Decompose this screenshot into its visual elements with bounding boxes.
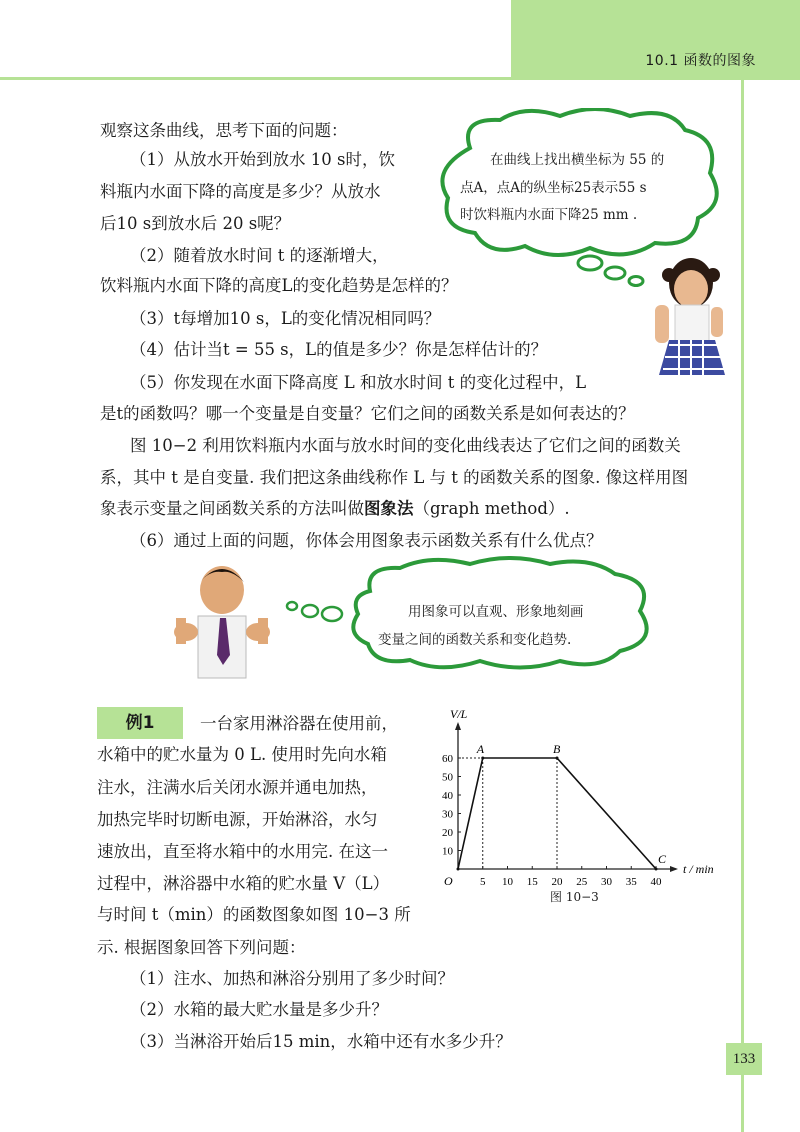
paragraph-2-line-3 (100, 497, 570, 521)
question-4: （4）估计当t = 55 s，L的值是多少？你是怎样估计的？ (130, 340, 548, 359)
y-tick-label: 30 (442, 808, 453, 821)
cloud-1-bubble-1 (578, 256, 602, 270)
y-tick-label: 10 (442, 845, 453, 858)
example-line-2: 水箱中的贮水量为 0 L. 使用时先向水箱 (97, 745, 387, 764)
y-axis-arrow (455, 722, 461, 730)
y-tick-label: 20 (442, 827, 453, 839)
point-label-a: A (476, 742, 485, 756)
point-label-b: B (553, 742, 561, 756)
example-line-3: 注水，注满水后关闭水源并通电加热， (97, 778, 378, 797)
y-tick-label: 40 (442, 790, 453, 802)
x-axis-label: t / min (683, 862, 714, 876)
cloud-2-line-1: 用图象可以直观、形象地刻画 (408, 604, 584, 620)
example-line-6: 过程中，淋浴器中水箱的贮水量 V（L） (97, 874, 390, 893)
question-1-line-3: 后10 s到放水后 20 s呢？ (100, 214, 291, 233)
example-question-2: （2）水箱的最大贮水量是多少升？ (130, 1000, 388, 1019)
example-question-3: （3）当淋浴开始后15 min，水箱中还有水多少升？ (130, 1032, 512, 1051)
data-point (556, 757, 559, 760)
question-2-line-1: （2）随着放水时间 t 的逐渐增大， (130, 246, 389, 265)
data-point (457, 868, 460, 871)
y-tick-label: 50 (442, 771, 453, 784)
graph-method-english: （graph method）. (413, 499, 570, 518)
x-tick-label: 40 (650, 876, 662, 888)
question-6: （6）通过上面的问题，你体会用图象表示函数关系有什么优点？ (130, 531, 603, 550)
example-line-8: 示. 根据图象回答下列问题： (97, 938, 306, 957)
header-rule (0, 77, 800, 80)
data-point (655, 868, 658, 871)
boy-illustration (170, 560, 275, 690)
example-line-4: 加热完毕时切断电源，开始淋浴，水匀 (97, 810, 378, 829)
cloud-2-line-2: 变量之间的函数关系和变化趋势. (378, 632, 572, 648)
example-label: 例1 (97, 707, 183, 739)
example-line-1: 一台家用淋浴器在使用前， (200, 714, 398, 733)
x-tick-label: 20 (551, 876, 563, 888)
cloud-1-line-1: 在曲线上找出横坐标为 55 的 (490, 152, 665, 168)
paragraph-2-line-2: 系，其中 t 是自变量. 我们把这条曲线称作 L 与 t 的函数关系的图象. 像这样用图 (100, 468, 689, 487)
page-number: 133 (726, 1043, 762, 1075)
example-question-1: （1）注水、加热和淋浴分别用了多少时间？ (130, 969, 454, 988)
data-point (481, 757, 484, 760)
margin-rule (741, 77, 744, 1132)
figure-10-3-chart (430, 706, 740, 891)
paragraph-2-line-3-text: 象表示变量之间函数关系的方法叫做 (100, 499, 364, 518)
graph-method-term: 图象法 (364, 499, 414, 518)
cloud-1-line-2: 点A，点A的纵坐标25表示55 s (460, 180, 647, 196)
cloud-1-line-3: 时饮料瓶内水面下降25 mm . (460, 207, 638, 223)
cloud-1-bubble-3 (629, 277, 643, 286)
cloud-1-bubble-2 (605, 267, 625, 279)
question-2-line-2: 饮料瓶内水面下降的高度L的变化趋势是怎样的？ (100, 276, 458, 295)
chapter-header-title: 10.1 函数的图象 (645, 53, 756, 69)
question-5-line-2: 是t的函数吗？哪一个变量是自变量？它们之间的函数关系是如何表达的？ (100, 404, 635, 423)
x-axis-arrow (670, 866, 678, 872)
y-axis-label: V/L (450, 707, 468, 721)
y-tick-label: 60 (442, 753, 453, 765)
girl-illustration (645, 245, 735, 390)
example-line-5: 速放出，直至将水箱中的水用完. 在这一 (97, 842, 388, 861)
origin-label: O (444, 874, 453, 888)
paragraph-2-line-1: 图 10−2 利用饮料瓶内水面与放水时间的变化曲线表达了它们之间的函数关 (130, 436, 681, 455)
figure-caption: 图 10−3 (550, 890, 599, 904)
example-line-7: 与时间 t（min）的函数图象如图 10−3 所 (97, 905, 411, 924)
x-tick-label: 15 (526, 876, 538, 888)
intro-line: 观察这条曲线，思考下面的问题： (100, 121, 348, 140)
x-tick-label: 25 (576, 876, 588, 888)
point-label-c: C (658, 852, 667, 866)
question-3: （3）t每增加10 s，L的变化情况相同吗？ (130, 309, 441, 328)
x-tick-label: 35 (625, 876, 637, 888)
question-1-line-1: （1）从放水开始到放水 10 s时，饮 (130, 150, 395, 169)
x-tick-label: 10 (502, 876, 513, 888)
x-tick-label: 5 (480, 876, 486, 888)
question-1-line-2: 料瓶内水面下降的高度是多少？从放水 (100, 182, 381, 201)
question-5-line-1: （5）你发现在水面下降高度 L 和放水时间 t 的变化过程中，L (130, 373, 587, 392)
x-tick-label: 30 (601, 876, 612, 888)
